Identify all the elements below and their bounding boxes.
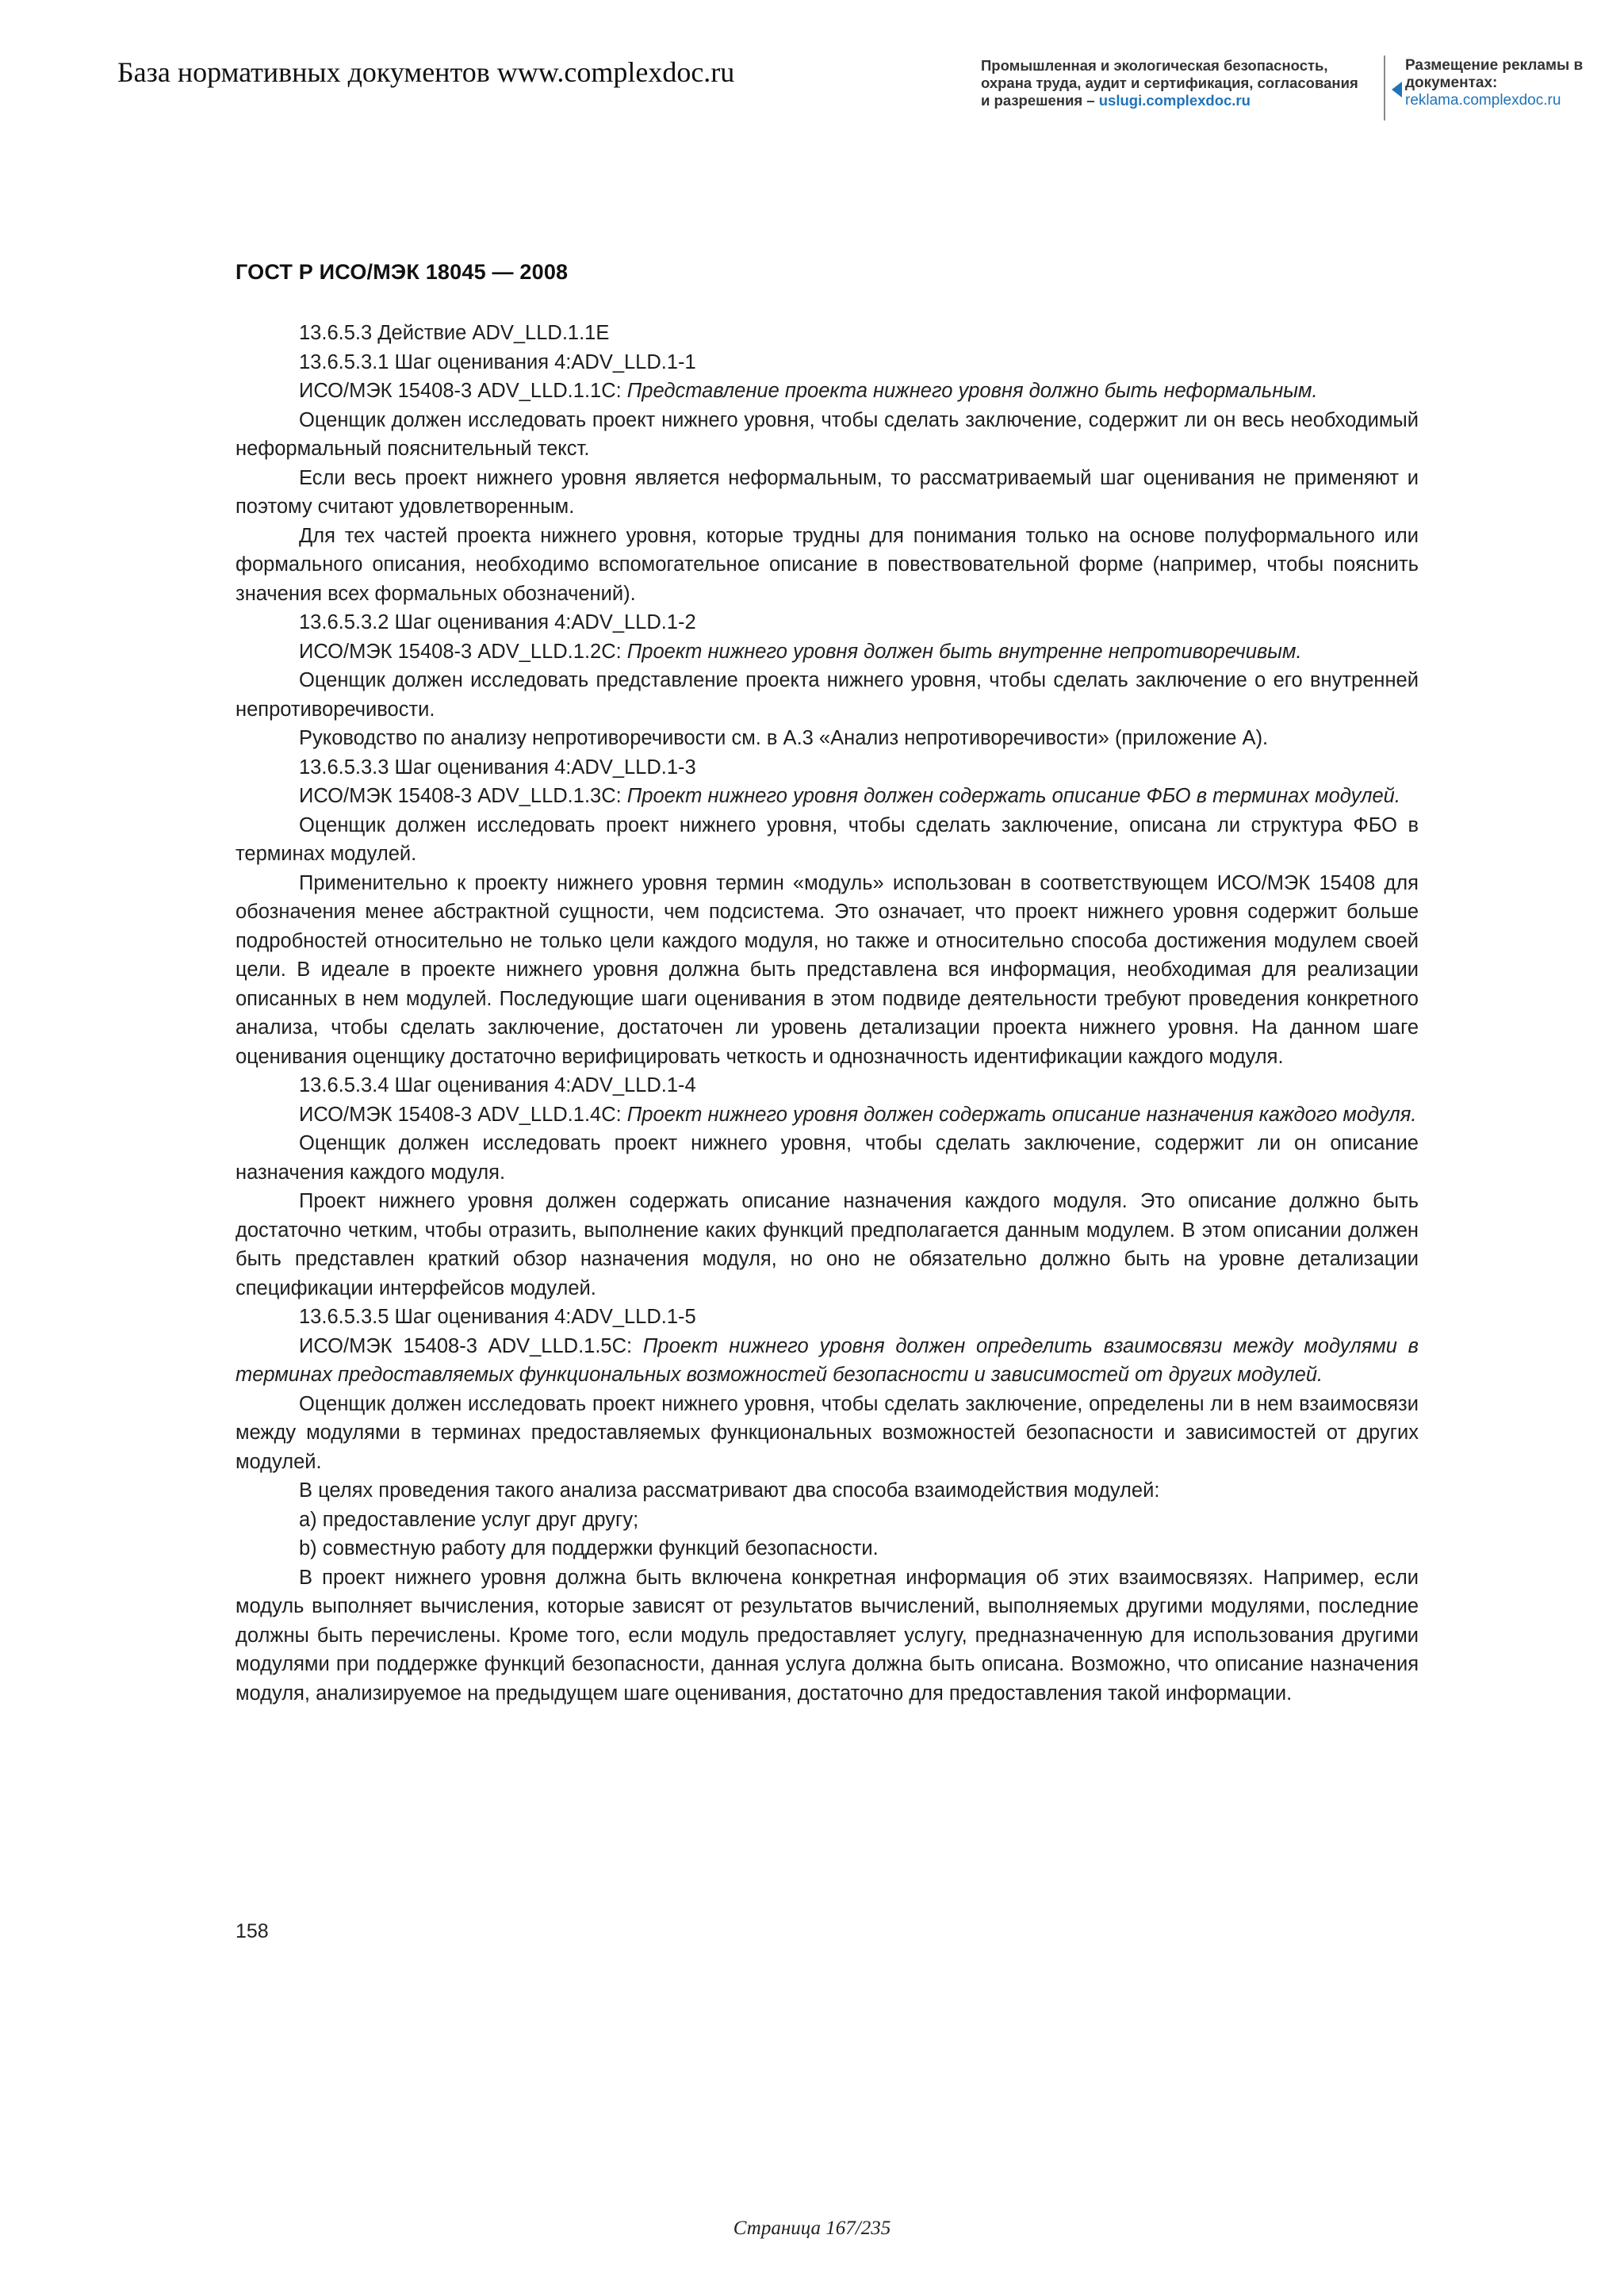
ads-text: Размещение рекламы в документах: <box>1405 57 1584 91</box>
paragraph-text: Оценщик должен исследовать представление проекта нижнего уровня, чтобы сделать заключение о его внутренней непротиворечивости. <box>236 669 1419 721</box>
paragraph-italic-text: Проект нижнего уровня должен быть внутренне непротиворечивым. <box>626 640 1302 663</box>
ads-link[interactable]: reklama.complexdoc.ru <box>1405 92 1561 109</box>
arrow-left-icon <box>1392 82 1402 98</box>
paragraph <box>236 724 1419 753</box>
paragraph <box>236 608 1419 637</box>
paragraph-text: Оценщик должен исследовать проект нижнего уровня, чтобы сделать заключение, определены ли в нем взаимосвязи между модулями в терминах предоставляемых функциональных возможностей безопасности и зависимостей от других модулей. <box>236 1392 1419 1473</box>
paragraph-text: b) совместную работу для поддержки функций безопасности. <box>299 1537 879 1559</box>
paragraph <box>236 811 1419 869</box>
paragraph-text: Оценщик должен исследовать проект нижнего уровня, чтобы сделать заключение, содержит ли он описание назначения каждого модуля. <box>236 1132 1419 1184</box>
paragraph <box>236 1129 1419 1187</box>
paragraph <box>236 348 1419 377</box>
paragraph <box>236 1563 1419 1709</box>
paragraph <box>236 1303 1419 1332</box>
paragraph-text: Руководство по анализу непротиворечивости см. в А.3 «Анализ непротиворечивости» (приложение А). <box>299 727 1269 749</box>
paragraph-text: 13.6.5.3 Действие ADV_LLD.1.1E <box>299 322 610 344</box>
paragraph <box>236 464 1419 522</box>
paragraph-text: 13.6.5.3.1 Шаг оценивания 4:ADV_LLD.1-1 <box>299 350 696 373</box>
page-counter: Страница 167/235 <box>733 2218 891 2239</box>
paragraph <box>236 319 1419 348</box>
document-body <box>236 319 1419 1708</box>
paragraph-text: ИСО/МЭК 15408-3 ADV_LLD.1.2C: <box>299 640 627 663</box>
document-header: ГОСТ Р ИСО/МЭК 18045 — 2008 <box>236 260 569 284</box>
paragraph-text: ИСО/МЭК 15408-3 ADV_LLD.1.4C: <box>299 1103 627 1126</box>
paragraph-text: Если весь проект нижнего уровня является неформальным, то рассматриваемый шаг оценивания не применяют и поэтому считают удовлетворенным. <box>236 466 1419 518</box>
paragraph-text: В проект нижнего уровня должна быть включена конкретная информация об этих взаимосвязях. Например, если модуль выполняет вычисления, которые зависят от результатов вычислений, выполняемых другими модулями, последние должны быть перечислены. Кроме того, если модуль предоставляет услугу, предназначенную для использования другими модулями при поддержке функций безопасности, данная услуга должна быть описана. Возможно, что описание назначения модуля, анализируемое на предыдущем шаге оценивания, достаточно для предоставления такой информации. <box>236 1566 1419 1705</box>
paragraph <box>236 522 1419 609</box>
paragraph <box>236 782 1419 811</box>
paragraph <box>236 1071 1419 1100</box>
page-number: 158 <box>236 1920 269 1942</box>
paragraph-text: Оценщик должен исследовать проект нижнего уровня, чтобы сделать заключение, содержит ли он весь необходимый неформальный пояснительный текст. <box>236 408 1419 460</box>
paragraph-text: 13.6.5.3.5 Шаг оценивания 4:ADV_LLD.1-5 <box>299 1306 696 1328</box>
ads-block <box>1405 57 1603 109</box>
paragraph <box>236 1534 1419 1563</box>
paragraph-text: В целях проведения такого анализа рассматривают два способа взаимодействия модулей: <box>299 1479 1160 1502</box>
paragraph <box>236 753 1419 783</box>
paragraph-text: Для тех частей проекта нижнего уровня, которые трудны для понимания только на основе полуформального или формального описания, необходимо вспомогательное описание в повествовательной форме (например, чтобы пояснить значения всех формальных обозначений). <box>236 524 1419 605</box>
promo-link[interactable]: uslugi.complexdoc.ru <box>1098 92 1251 109</box>
paragraph-text: 13.6.5.3.2 Шаг оценивания 4:ADV_LLD.1-2 <box>299 611 696 633</box>
paragraph-italic-text: Проект нижнего уровня должен определить взаимосвязи между модулями в терминах предоставляемых функциональных возможностей безопасности и зависимостей от других модулей. <box>236 1334 1419 1386</box>
paragraph <box>236 377 1419 406</box>
paragraph <box>236 666 1419 724</box>
paragraph <box>236 1390 1419 1477</box>
header-divider <box>1384 55 1385 121</box>
paragraph-italic-text: Проект нижнего уровня должен содержать описание назначения каждого модуля. <box>626 1103 1417 1126</box>
paragraph <box>236 1187 1419 1303</box>
paragraph <box>236 1100 1419 1130</box>
paragraph-text: ИСО/МЭК 15408-3 ADV_LLD.1.1C: <box>299 380 627 402</box>
paragraph-text: Оценщик должен исследовать проект нижнего уровня, чтобы сделать заключение, описана ли структура ФБО в терминах модулей. <box>236 813 1419 865</box>
promo-block <box>981 57 1369 109</box>
paragraph <box>236 406 1419 464</box>
paragraph-text: 13.6.5.3.3 Шаг оценивания 4:ADV_LLD.1-3 <box>299 756 696 779</box>
paragraph <box>236 1332 1419 1390</box>
paragraph-text: ИСО/МЭК 15408-3 ADV_LLD.1.3C: <box>299 785 627 807</box>
paragraph-text: ИСО/МЭК 15408-3 ADV_LLD.1.5C: <box>299 1334 643 1357</box>
paragraph-italic-text: Представление проекта нижнего уровня должно быть неформальным. <box>626 380 1318 402</box>
paragraph <box>236 1476 1419 1506</box>
site-title: База нормативных документов www.complexdoc.ru <box>117 56 735 88</box>
paragraph-italic-text: Проект нижнего уровня должен содержать описание ФБО в терминах модулей. <box>626 785 1400 807</box>
paragraph <box>236 1506 1419 1535</box>
paragraph <box>236 869 1419 1072</box>
paragraph-text: 13.6.5.3.4 Шаг оценивания 4:ADV_LLD.1-4 <box>299 1074 696 1096</box>
promo-text: Промышленная и экологическая безопасность, охрана труда, аудит и сертификация, согласования и разрешения – <box>981 57 1358 109</box>
paragraph <box>236 637 1419 667</box>
paragraph-text: Применительно к проекту нижнего уровня термин «модуль» использован в соответствующем ИСО/МЭК 15408 для обозначения менее абстрактной сущности, чем подсистема. Это означает, что проект нижнего уровня содержит больше подробностей относительно не только цели каждого модуля, но также и относительно способа достижения модулем своей цели. В идеале в проекте нижнего уровня должна быть представлена вся информация, необходимая для реализации описанных в нем модулей. Последующие шаги оценивания в этом подвиде деятельности требуют проведения конкретного анализа, чтобы сделать заключение, достаточен ли уровень детализации проекта нижнего уровня. На данном шаге оценивания оценщику достаточно верифицировать четкость и однозначность идентификации каждого модуля. <box>236 871 1419 1068</box>
paragraph-text: Проект нижнего уровня должен содержать описание назначения каждого модуля. Это описание должно быть достаточно четким, чтобы отразить, выполнение каких функций предполагается данным модулем. В этом описании должен быть представлен краткий обзор назначения модуля, но оно не обязательно должно быть на уровне детализации спецификации интерфейсов модулей. <box>236 1190 1419 1299</box>
paragraph-text: a) предоставление услуг друг другу; <box>299 1508 639 1531</box>
